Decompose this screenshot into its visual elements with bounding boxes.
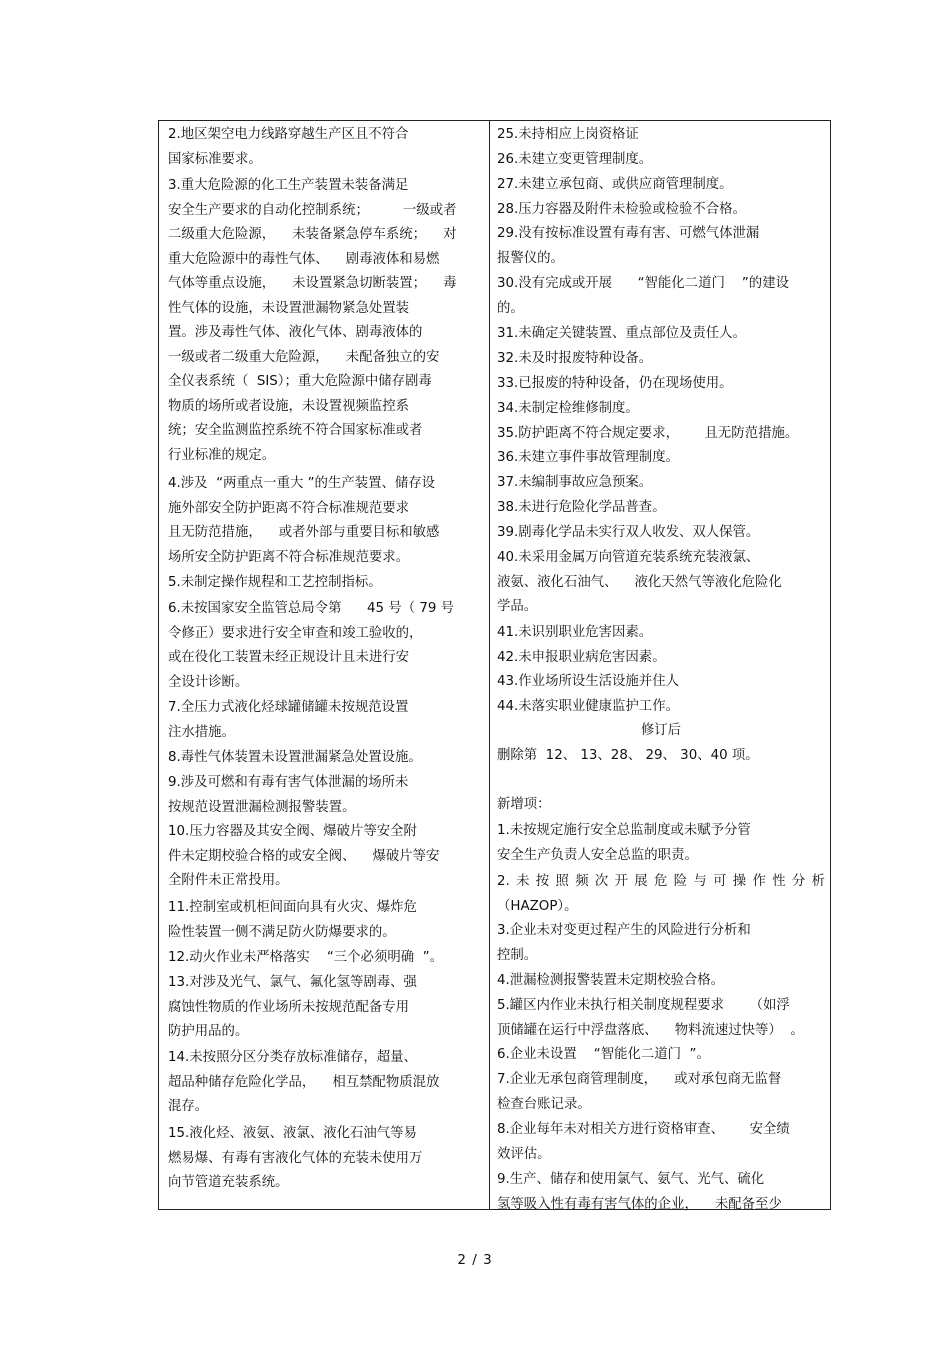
right-item bbox=[497, 994, 825, 1043]
item-text-line: 2.地区架空电力线路穿越生产区且不符合 bbox=[168, 127, 409, 142]
right-item bbox=[497, 1068, 825, 1117]
item-text-line: 32.未及时报废特种设备。 bbox=[497, 351, 653, 366]
right-item bbox=[497, 347, 825, 372]
item-text-line: 物质的场所或者设施，未设置视频监控系 bbox=[168, 398, 410, 414]
item-text-line: 腐蚀性物质的作业场所未按规范配备专用 bbox=[168, 999, 410, 1015]
left-item bbox=[168, 771, 484, 820]
item-text-line: 防护用品的。 bbox=[168, 1024, 249, 1039]
item-text-line: （HAZOP）。 bbox=[497, 898, 578, 914]
item-text-line: 37.未编制事故应急预案。 bbox=[497, 475, 653, 490]
item-text-line: 混存。 bbox=[168, 1099, 209, 1114]
right-item bbox=[497, 670, 825, 695]
right-item bbox=[497, 969, 825, 994]
item-text-line: 27.未建立承包商、或供应商管理制度。 bbox=[497, 177, 733, 192]
item-text-line: 15.液化烃、液氨、液氯、液化石油气等易 bbox=[168, 1126, 417, 1141]
item-text-line: 超品种储存危险化学品， 相互禁配物质混放 bbox=[168, 1074, 440, 1090]
item-text-line: 学品。 bbox=[497, 599, 538, 614]
item-text-line: 31.未确定关键装置、重点部位及责任人。 bbox=[497, 326, 746, 341]
item-text-line: 44.未落实职业健康监护工作。 bbox=[497, 699, 679, 714]
right-item bbox=[497, 397, 825, 422]
item-text-line: 件未定期校验合格的或安全阀、 爆破片等安 bbox=[168, 848, 440, 864]
item-text-line: 气体等重点设施， 未设置紧急切断装置； 毒 bbox=[168, 276, 457, 291]
item-text-line: 删除第 12、 13、28、 29、 30、40 项。 bbox=[497, 748, 759, 763]
item-text-line: 置。涉及毒性气体、液化气体、剧毒液体的 bbox=[168, 325, 423, 340]
item-text-line: 38.未进行危险化学品普查。 bbox=[497, 500, 666, 515]
item-text-line: 28.压力容器及附件未检验或检验不合格。 bbox=[497, 202, 746, 217]
left-item bbox=[168, 820, 484, 894]
right-item bbox=[497, 372, 825, 397]
item-text-line: 4.涉及 “两重点一重大 ”的生产装置、储存设 bbox=[168, 476, 436, 491]
item-text-line: 的。 bbox=[497, 300, 524, 316]
right-item bbox=[497, 198, 825, 223]
left-item bbox=[168, 696, 484, 745]
item-text-line: 全仪表系统（ SIS）；重大危险源中储存剧毒 bbox=[168, 374, 432, 389]
left-item bbox=[168, 896, 484, 945]
item-text-line: 场所安全防护距离不符合标准规范要求。 bbox=[168, 549, 410, 565]
right-item bbox=[497, 446, 825, 471]
item-text-line: 1.未按规定施行安全总监制度或未赋予分管 bbox=[497, 823, 751, 838]
right-item bbox=[497, 521, 825, 546]
item-text-line: 36.未建立事件事故管理制度。 bbox=[497, 450, 679, 465]
item-text-line: 5.未制定操作规程和工艺控制指标。 bbox=[168, 575, 382, 590]
item-text-line: 国家标准要求。 bbox=[168, 151, 262, 167]
item-text-line: 行业标准的规定。 bbox=[168, 447, 276, 463]
left-item bbox=[168, 946, 484, 971]
right-item bbox=[497, 870, 825, 919]
item-text-line: 令修正）要求进行安全审查和竣工验收的， bbox=[168, 625, 423, 641]
item-text-line: 30.没有完成或开展 “智能化二道门 ”的建设 bbox=[497, 276, 789, 291]
column-divider bbox=[489, 121, 490, 1209]
right-item bbox=[497, 646, 825, 671]
right-item bbox=[497, 173, 825, 198]
item-text-line: 11.控制室或机柜间面向具有火灾、爆炸危 bbox=[168, 900, 417, 915]
right-item bbox=[497, 621, 825, 646]
item-text-line: 8.毒性气体装置未设置泄漏紧急处置设施。 bbox=[168, 750, 422, 765]
right-item bbox=[497, 471, 825, 496]
item-text-line: 7.全压力式液化烃球罐储罐未按规范设置 bbox=[168, 700, 409, 715]
item-text-line: 注水措施。 bbox=[168, 724, 235, 740]
item-text-line: 全设计诊断。 bbox=[168, 674, 249, 690]
item-text-line: 效评估。 bbox=[497, 1146, 551, 1162]
right-item bbox=[497, 1168, 825, 1217]
right-item bbox=[497, 1118, 825, 1167]
item-text-line: 43.作业场所设生活设施并住人 bbox=[497, 674, 679, 689]
item-text-line: 顶储罐在运行中浮盘落底、 物料流速过快等） 。 bbox=[497, 1022, 804, 1038]
left-item bbox=[168, 1046, 484, 1120]
item-text-line: 燃易爆、有毒有害液化气体的充装未使用万 bbox=[168, 1150, 423, 1166]
requirements-table bbox=[158, 120, 831, 1210]
item-text-line: 25.未持相应上岗资格证 bbox=[497, 127, 639, 142]
item-text-line: 按规范设置泄漏检测报警装置。 bbox=[168, 799, 356, 815]
right-item bbox=[497, 222, 825, 271]
item-text-line: 修订后 bbox=[640, 723, 682, 738]
right-item bbox=[497, 496, 825, 521]
right-item bbox=[497, 322, 825, 347]
right-item bbox=[497, 1043, 825, 1068]
page-number: 2 / 3 bbox=[457, 1252, 493, 1268]
left-item bbox=[168, 746, 484, 771]
right-item bbox=[497, 793, 825, 818]
item-text-line: 安全生产要求的自动化控制系统； 一级或者 bbox=[168, 202, 457, 218]
left-item bbox=[168, 174, 484, 468]
item-text-line: 险性装置一侧不满足防火防爆要求的。 bbox=[168, 924, 396, 940]
left-item bbox=[168, 123, 484, 172]
item-text-line: 8.企业每年未对相关方进行资格审查、 安全绩 bbox=[497, 1122, 790, 1137]
item-text-line: 液氨、液化石油气、 液化天然气等液化危险化 bbox=[497, 574, 782, 590]
item-text-line: 26.未建立变更管理制度。 bbox=[497, 152, 653, 167]
right-item bbox=[497, 719, 825, 744]
item-text-line: 施外部安全防护距离不符合标准规范要求 bbox=[168, 500, 410, 516]
item-text-line: 34.未制定检维修制度。 bbox=[497, 401, 639, 416]
item-text-line: 控制。 bbox=[497, 947, 538, 963]
item-text-line: 检查台账记录。 bbox=[497, 1096, 591, 1112]
item-text-line: 重大危险源中的毒性气体、 剧毒液体和易燃 bbox=[168, 251, 440, 267]
right-item bbox=[497, 744, 825, 769]
right-item bbox=[497, 272, 825, 321]
item-text-line: 9.涉及可燃和有毒有害气体泄漏的场所未 bbox=[168, 775, 409, 790]
item-text-line: 35.防护距离不符合规定要求， 且无防范措施。 bbox=[497, 426, 799, 441]
item-text-line: 氢等吸入性有毒有害气体的企业， 未配备至少 bbox=[497, 1196, 782, 1212]
item-text-line: 2.未按照频次开展危险与可操作性分析 bbox=[497, 874, 825, 889]
item-text-line: 一级或者二级重大危险源， 未配备独立的安 bbox=[168, 349, 440, 365]
item-text-line: 性气体的设施，未设置泄漏物紧急处置装 bbox=[168, 300, 410, 316]
item-text-line: 40.未采用金属万向管道充装系统充装液氯、 bbox=[497, 550, 760, 565]
item-text-line: 41.未识别职业危害因素。 bbox=[497, 625, 653, 640]
item-text-line: 3.重大危险源的化工生产装置未装备满足 bbox=[168, 178, 409, 193]
right-item bbox=[497, 695, 825, 720]
item-text-line: 3.企业未对变更过程产生的风险进行分析和 bbox=[497, 923, 751, 938]
item-text-line: 且无防范措施， 或者外部与重要目标和敏感 bbox=[168, 525, 440, 540]
item-text-line: 10.压力容器及其安全阀、爆破片等安全附 bbox=[168, 824, 417, 839]
item-text-line: 报警仪的。 bbox=[497, 250, 564, 266]
item-text-line: 4.泄漏检测报警装置未定期校验合格。 bbox=[497, 973, 725, 988]
right-item bbox=[497, 919, 825, 968]
item-text-line: 统；安全监测监控系统不符合国家标准或者 bbox=[168, 423, 423, 438]
left-item bbox=[168, 472, 484, 570]
item-text-line: 二级重大危险源， 未装备紧急停车系统； 对 bbox=[168, 227, 457, 242]
left-item bbox=[168, 1122, 484, 1196]
item-text-line: 14.未按照分区分类存放标准储存，超量、 bbox=[168, 1050, 417, 1065]
item-text-line: 7.企业无承包商管理制度， 或对承包商无监督 bbox=[497, 1072, 782, 1087]
item-text-line: 向节管道充装系统。 bbox=[168, 1175, 289, 1190]
right-item bbox=[497, 422, 825, 447]
right-item bbox=[497, 546, 825, 620]
item-text-line: 新增项： bbox=[497, 797, 551, 812]
item-text-line: 12.动火作业未严格落实 “三个必须明确 ”。 bbox=[168, 950, 443, 965]
item-text-line: 33.已报废的特种设备，仍在现场使用。 bbox=[497, 376, 733, 391]
item-text-line: 全附件未正常投用。 bbox=[168, 873, 289, 888]
item-text-line: 6.企业未设置 “智能化二道门 ”。 bbox=[497, 1047, 710, 1062]
right-item bbox=[497, 819, 825, 868]
item-text-line: 9.生产、储存和使用氯气、氨气、光气、硫化 bbox=[497, 1172, 765, 1187]
item-text-line: 13.对涉及光气、氯气、氟化氢等剧毒、强 bbox=[168, 975, 417, 990]
left-item bbox=[168, 597, 484, 695]
left-item bbox=[168, 571, 484, 596]
right-item bbox=[497, 148, 825, 173]
right-item bbox=[497, 123, 825, 148]
item-text-line: 5.罐区内作业未执行相关制度规程要求 （如浮 bbox=[497, 998, 790, 1013]
item-text-line: 或在役化工装置未经正规设计且未进行安 bbox=[168, 650, 410, 665]
item-text-line: 6.未按国家安全监管总局令第 45 号（ 79 号 bbox=[168, 601, 455, 616]
item-text-line: 29.没有按标准设置有毒有害、可燃气体泄漏 bbox=[497, 226, 760, 241]
item-text-line: 42.未申报职业病危害因素。 bbox=[497, 650, 666, 665]
item-text-line: 39.剧毒化学品未实行双人收发、双人保管。 bbox=[497, 525, 760, 540]
item-text-line: 安全生产负责人安全总监的职责。 bbox=[497, 847, 698, 863]
left-item bbox=[168, 971, 484, 1045]
